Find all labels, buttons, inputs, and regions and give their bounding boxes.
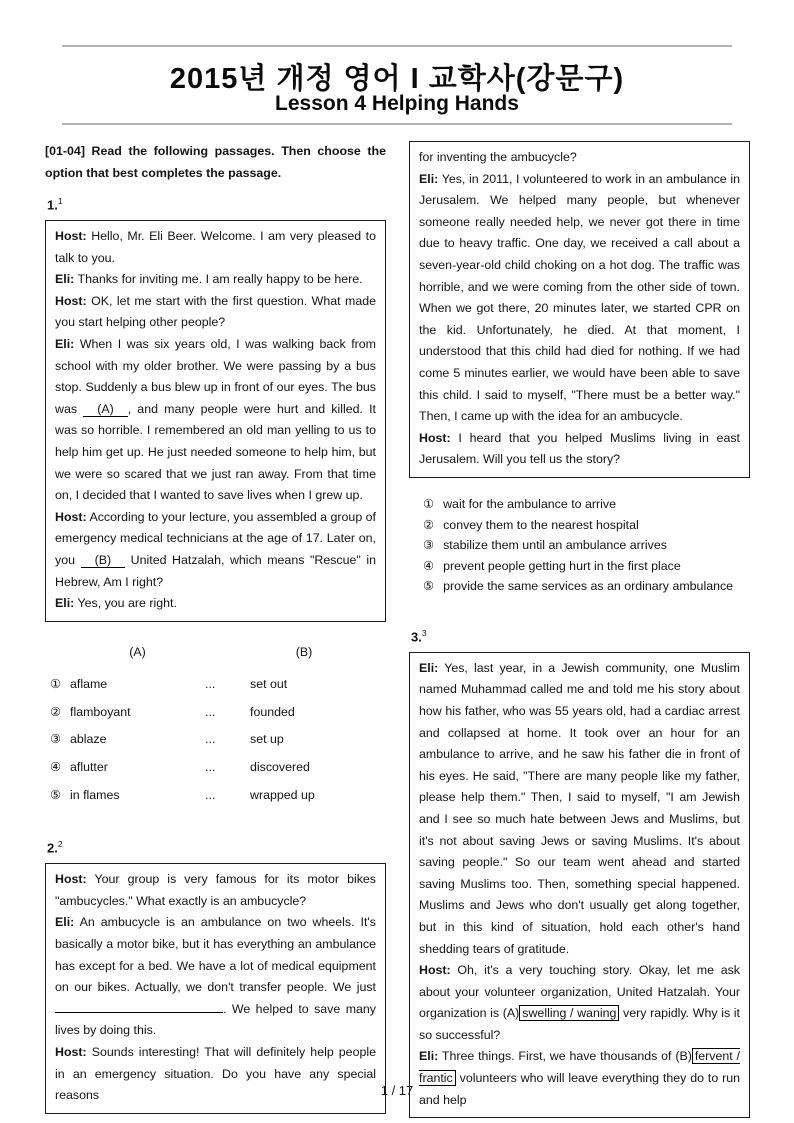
header-divider-bottom	[62, 123, 732, 125]
text-segment: Yes, in 2011, I volunteered to work in an ambulance in Jerusalem. We helped many people, but whenever someone really needed help, we never got there in time due to heavy traffic. One day, we received a call about a seven-year-old child choking on a hot dog. The traffic was horrible, and we were coming from the other side of town. When we got there, 20 minutes later, we started CPR on the kid. Unfortunately, he died. At that moment, I understood that this child had died for nothing. If we had come 5 minutes earlier, we would have been able to save this child. I said to myself, "There must be a better way." Then, I came up with the idea for an ambucycle.	[419, 171, 740, 424]
question-3-passage-box	[409, 652, 750, 1118]
choice-cell-num: ①	[50, 676, 62, 691]
dialogue-turn	[419, 147, 740, 169]
choice-cell-wb: set out	[250, 676, 288, 691]
speaker-label: Eli:	[55, 337, 75, 352]
question-2-number-text: 2.	[47, 840, 58, 856]
speaker-label: Eli:	[55, 915, 75, 930]
dialogue-turn	[419, 960, 740, 1046]
right-column	[409, 141, 750, 1118]
question-2-number	[47, 834, 386, 859]
instructions-text: [01-04] Read the following passages. Then choose the option that best completes the passage.	[45, 144, 386, 180]
option-text: convey them to the nearest hospital	[443, 517, 639, 532]
text-segment: An ambucycle is an ambulance on two wheels. It's basically a motor bike, but it has everything an ambulance has except for a bed. We have a lot of medical equipment on our bikes. Actually, we don't transfer people. We just	[55, 915, 376, 995]
option-number: ②	[423, 517, 435, 532]
choice-cell-wa: aflutter	[70, 759, 108, 774]
speaker-label: Host:	[55, 1044, 87, 1059]
choice-cell-dots: ...	[205, 676, 216, 691]
dialogue-turn	[419, 1046, 740, 1111]
question-1-superscript: 1	[57, 196, 63, 207]
choice-rows	[50, 671, 386, 809]
speaker-label: Eli:	[419, 171, 439, 186]
question-3-number	[411, 623, 750, 648]
text-segment: , and many people were hurt and killed. It was so horrible. I remembered an old man yelling to us to help him get up. He just needed someone to help him, but we were so scared that we just ran away. From that time on, I decided that I wanted to save lives when I grew up.	[55, 401, 376, 503]
dialogue-turn	[419, 169, 740, 428]
choice-cell-wb: discovered	[250, 759, 310, 774]
answer-option	[423, 535, 750, 556]
question-2-answer-options	[409, 494, 750, 597]
answer-choice-row	[50, 782, 386, 810]
choice-cell-dots: ...	[205, 704, 216, 719]
blank-segment: (A)	[83, 402, 128, 417]
dialogue-turn	[55, 869, 376, 912]
dialogue-turn	[419, 428, 740, 471]
choice-cell-num: ⑤	[50, 787, 62, 802]
left-column	[45, 141, 386, 1114]
boxed-segment: swelling / waning	[519, 1005, 619, 1021]
answer-choice-row	[50, 726, 386, 754]
option-text: provide the same services as an ordinary ambulance	[443, 579, 734, 594]
speaker-label: Host:	[419, 963, 451, 978]
question-2-superscript: 2	[57, 839, 63, 850]
dialogue-turn	[55, 507, 376, 593]
text-segment: Yes, last year, in a Jewish community, one Muslim named Muhammad called me and told me his story about how his father, who was 55 years old, had a cardiac arrest and collapsed at home. It took over an hour for an ambulance to arrive, and he saw his father die in front of his eyes. He said, "There are many people like my father, please help them." Then, I said to myself, "I am Jewish and I see so much hate between Jews and Muslims, but it's not about saving Jews or saving Muslims. It's about saving people." So our team went ahead and started saving Muslims too. Then, something special happened. Muslims and Jews who don't usually get along together, but in this kind of situation, hold each other's hand shedding tears of gratitude.	[419, 660, 740, 956]
answer-choice-row	[50, 754, 386, 782]
dialogue-turn	[55, 226, 376, 269]
lesson-subtitle: Lesson 4 Helping Hands	[275, 92, 519, 115]
text-segment: for inventing the ambucycle?	[419, 150, 577, 164]
choice-cell-wb: founded	[250, 704, 295, 719]
answer-choice-row	[50, 671, 386, 699]
choice-cell-wb: wrapped up	[250, 787, 315, 802]
choice-cell-wb: set up	[250, 732, 284, 747]
dialogue-turn	[419, 658, 740, 960]
header-divider-top	[62, 45, 732, 47]
document-title: 2015년 개정 영어 I 교학사(강문구)	[169, 63, 625, 95]
text-segment: Sounds interesting! That will definitely help people in an emergency situation. Do you have any special reasons	[55, 1044, 376, 1103]
dialogue-turn	[55, 334, 376, 507]
question-1-number-text: 1.	[47, 197, 58, 213]
blank-segment: (B)	[81, 553, 126, 568]
option-text: wait for the ambulance to arrive	[443, 496, 616, 511]
boxed-segment: fervent / frantic	[419, 1049, 740, 1086]
speaker-label: Eli:	[55, 596, 75, 611]
choice-cell-dots: ...	[205, 759, 216, 774]
speaker-label: Eli:	[419, 1049, 439, 1064]
option-text: stabilize them until an ambulance arrives	[443, 538, 667, 553]
option-number: ④	[423, 558, 435, 573]
option-number: ①	[423, 496, 435, 511]
choice-cell-dots: ...	[205, 787, 216, 802]
option-number: ③	[423, 538, 435, 553]
answer-option	[423, 494, 750, 515]
dialogue-turn	[55, 912, 376, 1042]
choice-cell-num: ③	[50, 732, 62, 747]
question-1-passage-box	[45, 220, 386, 622]
text-segment: I heard that you helped Muslims living in east Jerusalem. Will you tell us the story?	[419, 430, 740, 467]
page-number: 1 / 17	[380, 1083, 414, 1098]
question-2-passage-continued-box	[409, 141, 750, 478]
text-segment: Your group is very famous for its motor bikes "ambucycles." What exactly is an ambucycle?	[55, 872, 377, 908]
option-text: prevent people getting hurt in the first place	[443, 558, 681, 573]
column-a-header: (A)	[129, 644, 146, 659]
speaker-label: Eli:	[55, 272, 75, 287]
speaker-label: Host:	[55, 229, 87, 244]
question-1-number	[47, 191, 386, 216]
text-segment: Oh, it's a very touching story. Okay, let me ask about your volunteer organization, United Hatzalah. Your organization is (A)	[419, 963, 740, 1021]
text-segment: . We helped to save many lives by doing this.	[55, 1001, 376, 1038]
choice-header-row	[50, 642, 386, 662]
text-segment: Thanks for inviting me. I am really happy to be here.	[77, 272, 363, 287]
text-segment: When I was six years old, I was walking back from school with my older brother. We were passing by a bus stop. Suddenly a bus blew up in front of our eyes. The bus was	[55, 337, 376, 416]
choice-cell-wa: in flames	[70, 787, 120, 802]
choice-cell-wa: ablaze	[70, 732, 107, 747]
answer-choice-row	[50, 698, 386, 726]
question-2-passage-box	[45, 863, 386, 1114]
blank-long-segment	[55, 1002, 223, 1013]
speaker-label: Host:	[55, 872, 87, 887]
text-segment: Yes, you are right.	[77, 596, 177, 611]
text-segment: volunteers who will leave everything they do to run and help	[419, 1071, 740, 1107]
choice-cell-wa: aflame	[70, 676, 108, 691]
speaker-label: Host:	[55, 293, 87, 308]
text-segment: OK, let me start with the first question. What made you start helping other people?	[55, 293, 376, 330]
choice-cell-dots: ...	[205, 732, 216, 747]
choice-cell-num: ④	[50, 759, 62, 774]
answer-option	[423, 576, 750, 597]
speaker-label: Eli:	[419, 660, 439, 675]
answer-option	[423, 515, 750, 536]
question-1-choice-table	[45, 642, 386, 809]
text-segment: According to your lecture, you assembled a group of emergency medical technicians at the age of 17. Later on, you	[55, 509, 376, 568]
text-segment: United Hatzalah, which means "Rescue" in Hebrew, Am I right?	[55, 553, 377, 589]
text-segment: Three things. First, we have thousands of (B)	[441, 1049, 692, 1064]
question-3-superscript: 3	[421, 627, 427, 638]
choice-cell-num: ②	[50, 704, 62, 719]
column-b-header: (B)	[295, 644, 313, 659]
speaker-label: Host:	[55, 509, 87, 524]
text-segment: very rapidly. Why is it so successful?	[419, 1006, 740, 1042]
answer-option	[423, 556, 750, 577]
speaker-label: Host:	[419, 430, 451, 445]
dialogue-turn	[55, 269, 376, 291]
question-3-number-text: 3.	[411, 629, 422, 645]
choice-cell-wa: flamboyant	[70, 704, 131, 719]
text-segment: Hello, Mr. Eli Beer. Welcome. I am very pleased to talk to you.	[55, 229, 376, 265]
dialogue-turn	[55, 291, 376, 334]
dialogue-turn	[55, 593, 376, 615]
option-number: ⑤	[423, 579, 435, 594]
